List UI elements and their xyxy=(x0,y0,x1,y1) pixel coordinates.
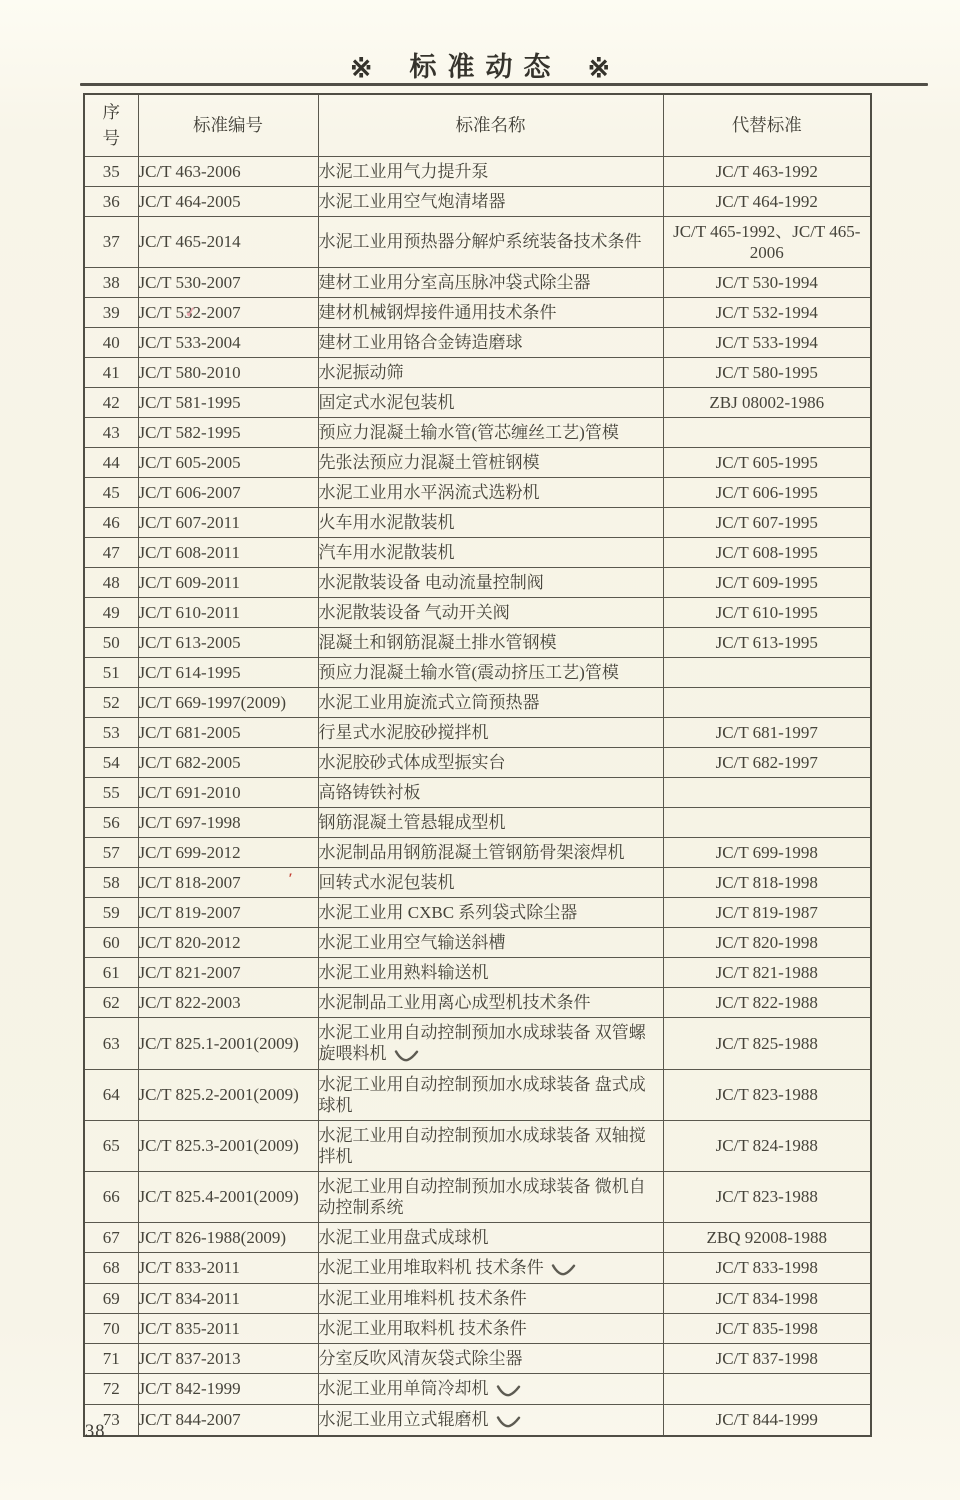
cell-standard-code: JC/T 608-2011 xyxy=(138,537,318,567)
table-row xyxy=(84,1283,871,1313)
table-row xyxy=(84,657,871,687)
cell-standard-name xyxy=(318,1404,663,1436)
cell-standard-code: JC/T 581-1995 xyxy=(138,387,318,417)
table-row xyxy=(84,216,871,267)
cell-standard-name xyxy=(318,1252,663,1283)
cell-standard-name xyxy=(318,1343,663,1373)
check-mark-icon xyxy=(496,1379,521,1400)
table-row xyxy=(84,837,871,867)
cell-replaced-standard: JC/T 820-1998 xyxy=(663,927,871,957)
cell-serial-number: 40 xyxy=(84,327,138,357)
cell-replaced-standard: JC/T 532-1994 xyxy=(663,297,871,327)
cell-standard-code: JC/T 610-2011 xyxy=(138,597,318,627)
cell-standard-name xyxy=(318,597,663,627)
standard-name-text: 先张法预应力混凝土管桩钢模 xyxy=(318,452,540,472)
cell-standard-name xyxy=(318,687,663,717)
cell-standard-code: JC/T 821-2007 xyxy=(138,957,318,987)
cell-replaced-standard: JC/T 580-1995 xyxy=(663,357,871,387)
cell-standard-name xyxy=(318,507,663,537)
cell-replaced-standard: JC/T 818-1998 xyxy=(663,867,871,897)
cell-standard-name xyxy=(318,1313,663,1343)
header-replaced-standard: 代替标准 xyxy=(663,94,871,156)
header-standard-name: 标准名称 xyxy=(318,94,663,156)
table-row xyxy=(84,1120,871,1171)
cell-serial-number: 45 xyxy=(84,477,138,507)
standard-name-text: 水泥工业用水平涡流式选粉机 xyxy=(318,482,540,502)
cell-serial-number: 67 xyxy=(84,1222,138,1252)
standard-name-text: 水泥制品工业用离心成型机技术条件 xyxy=(318,992,591,1012)
check-mark-icon xyxy=(394,1044,419,1065)
cell-serial-number: 46 xyxy=(84,507,138,537)
standard-name-text: 水泥工业用熟料输送机 xyxy=(318,962,489,982)
standard-name-text: 水泥工业用空气输送斜槽 xyxy=(318,932,506,952)
standards-table xyxy=(83,93,872,1437)
cell-standard-code: JC/T 699-2012 xyxy=(138,837,318,867)
standard-name-text: 水泥工业用自动控制预加水成球装备 双管螺旋喂料机 xyxy=(318,1022,646,1063)
table-row xyxy=(84,267,871,297)
cell-standard-name xyxy=(318,387,663,417)
cell-serial-number: 43 xyxy=(84,417,138,447)
cell-standard-code: JC/T 613-2005 xyxy=(138,627,318,657)
table-row xyxy=(84,627,871,657)
table-row xyxy=(84,447,871,477)
standard-name-text: 水泥工业用预热器分解炉系统装备技术条件 xyxy=(318,232,642,251)
cell-replaced-standard: JC/T 608-1995 xyxy=(663,537,871,567)
cell-serial-number: 69 xyxy=(84,1283,138,1313)
cell-replaced-standard: JC/T 824-1988 xyxy=(663,1120,871,1171)
standard-name-text: 水泥工业用自动控制预加水成球装备 微机自动控制系统 xyxy=(318,1176,646,1217)
standard-name-text: 行星式水泥胶砂搅拌机 xyxy=(318,722,489,742)
table-row xyxy=(84,477,871,507)
cell-serial-number: 65 xyxy=(84,1120,138,1171)
cell-replaced-standard: JC/T 609-1995 xyxy=(663,567,871,597)
standard-name-text: 建材工业用铬合金铸造磨球 xyxy=(318,332,523,352)
cell-replaced-standard xyxy=(663,657,871,687)
table-row xyxy=(84,867,871,897)
cell-standard-name xyxy=(318,987,663,1017)
standard-name-text: 水泥散装设备 气动开关阀 xyxy=(318,602,510,622)
table-row xyxy=(84,327,871,357)
cell-replaced-standard: JC/T 463-1992 xyxy=(663,156,871,186)
cell-standard-name xyxy=(318,717,663,747)
cell-standard-code: JC/T 682-2005 xyxy=(138,747,318,777)
standard-name-text: 水泥工业用单筒冷却机 xyxy=(318,1378,489,1398)
cell-standard-code: JC/T 530-2007 xyxy=(138,267,318,297)
cell-standard-name xyxy=(318,867,663,897)
standard-name-text: 钢筋混凝土管悬辊成型机 xyxy=(318,812,506,832)
header-standard-code: 标准编号 xyxy=(138,94,318,156)
cell-serial-number: 72 xyxy=(84,1373,138,1404)
cell-replaced-standard: JC/T 822-1988 xyxy=(663,987,871,1017)
cell-standard-code: JC/T 825.4-2001(2009) xyxy=(138,1171,318,1222)
cell-replaced-standard: JC/T 819-1987 xyxy=(663,897,871,927)
cell-standard-code: JC/T 669-1997(2009) xyxy=(138,687,318,717)
cell-standard-code: JC/T 582-1995 xyxy=(138,417,318,447)
cell-replaced-standard: ZBQ 92008-1988 xyxy=(663,1222,871,1252)
standard-name-text: 火车用水泥散装机 xyxy=(318,512,455,532)
cell-standard-code: JC/T 463-2006 xyxy=(138,156,318,186)
table-row xyxy=(84,1252,871,1283)
standard-name-text: 预应力混凝土输水管(管芯缠丝工艺)管模 xyxy=(318,422,619,442)
cell-standard-name xyxy=(318,1283,663,1313)
table-row xyxy=(84,156,871,186)
cell-replaced-standard: JC/T 464-1992 xyxy=(663,186,871,216)
standard-name-text: 建材工业用分室高压脉冲袋式除尘器 xyxy=(318,272,591,292)
cell-replaced-standard xyxy=(663,807,871,837)
standard-name-text: 水泥工业用盘式成球机 xyxy=(318,1227,489,1247)
cell-replaced-standard: JC/T 613-1995 xyxy=(663,627,871,657)
cell-standard-code: JC/T 532-2007 ✓ xyxy=(138,297,318,327)
standard-name-text: 混凝土和钢筋混凝土排水管钢模 xyxy=(318,632,557,652)
cell-serial-number: 64 xyxy=(84,1069,138,1120)
cell-replaced-standard: JC/T 610-1995 xyxy=(663,597,871,627)
cell-standard-name xyxy=(318,957,663,987)
cell-standard-code: JC/T 834-2011 xyxy=(138,1283,318,1313)
cell-standard-name xyxy=(318,657,663,687)
cell-standard-name xyxy=(318,417,663,447)
table-row xyxy=(84,987,871,1017)
cell-standard-name xyxy=(318,1069,663,1120)
cell-standard-code: JC/T 691-2010 xyxy=(138,777,318,807)
standard-name-text: 水泥工业用堆料机 技术条件 xyxy=(318,1288,527,1308)
title-divider-rule xyxy=(80,83,928,86)
header-row xyxy=(84,94,871,156)
cell-replaced-standard: JC/T 834-1998 xyxy=(663,1283,871,1313)
cell-standard-code: JC/T 819-2007 xyxy=(138,897,318,927)
cell-standard-code: JC/T 605-2005 xyxy=(138,447,318,477)
cell-replaced-standard: JC/T 605-1995 xyxy=(663,447,871,477)
cell-standard-name xyxy=(318,747,663,777)
cell-replaced-standard: JC/T 823-1988 xyxy=(663,1171,871,1222)
cell-replaced-standard: JC/T 530-1994 xyxy=(663,267,871,297)
cell-replaced-standard xyxy=(663,1373,871,1404)
cell-serial-number: 44 xyxy=(84,447,138,477)
cell-replaced-standard: JC/T 682-1997 xyxy=(663,747,871,777)
table-row xyxy=(84,597,871,627)
table-row xyxy=(84,357,871,387)
cell-serial-number: 53 xyxy=(84,717,138,747)
cell-replaced-standard: JC/T 823-1988 xyxy=(663,1069,871,1120)
table-row xyxy=(84,186,871,216)
cell-standard-code: JC/T 607-2011 xyxy=(138,507,318,537)
table-row xyxy=(84,1343,871,1373)
table-row xyxy=(84,687,871,717)
standard-name-text: 水泥工业用堆取料机 技术条件 xyxy=(318,1257,544,1277)
cell-standard-code: JC/T 609-2011 xyxy=(138,567,318,597)
table-row xyxy=(84,717,871,747)
cell-serial-number: 36 xyxy=(84,186,138,216)
table-row xyxy=(84,927,871,957)
cell-serial-number: 50 xyxy=(84,627,138,657)
cell-standard-code: JC/T 822-2003 xyxy=(138,987,318,1017)
standard-name-text: 预应力混凝土输水管(震动挤压工艺)管模 xyxy=(318,662,619,682)
cell-standard-code: JC/T 533-2004 xyxy=(138,327,318,357)
cell-standard-name xyxy=(318,777,663,807)
table-row xyxy=(84,807,871,837)
cell-standard-code: JC/T 837-2013 xyxy=(138,1343,318,1373)
cell-serial-number: 39 xyxy=(84,297,138,327)
cell-standard-code: JC/T 833-2011 xyxy=(138,1252,318,1283)
table-row xyxy=(84,1373,871,1404)
cell-standard-name xyxy=(318,1222,663,1252)
cell-serial-number: 57 xyxy=(84,837,138,867)
cell-standard-name xyxy=(318,357,663,387)
cell-serial-number: 71 xyxy=(84,1343,138,1373)
cell-serial-number: 60 xyxy=(84,927,138,957)
table-row xyxy=(84,1222,871,1252)
cell-standard-code: JC/T 825.2-2001(2009) xyxy=(138,1069,318,1120)
cell-standard-code: JC/T 614-1995 xyxy=(138,657,318,687)
table-row xyxy=(84,537,871,567)
standard-name-text: 水泥工业用自动控制预加水成球装备 盘式成球机 xyxy=(318,1074,646,1115)
cell-standard-name xyxy=(318,216,663,267)
standard-name-text: 建材机械钢焊接件通用技术条件 xyxy=(318,302,557,322)
cell-serial-number: 35 xyxy=(84,156,138,186)
cell-replaced-standard: JC/T 825-1988 xyxy=(663,1017,871,1069)
cell-serial-number: 73 xyxy=(84,1404,138,1436)
standard-name-text: 水泥工业用取料机 技术条件 xyxy=(318,1318,527,1338)
cell-serial-number: 56 xyxy=(84,807,138,837)
cell-replaced-standard xyxy=(663,687,871,717)
standard-name-text: 固定式水泥包装机 xyxy=(318,392,455,412)
cell-standard-name xyxy=(318,897,663,927)
cell-serial-number: 38 xyxy=(84,267,138,297)
cell-replaced-standard: JC/T 465-1992、JC/T 465-2006 xyxy=(663,216,871,267)
standard-name-text: 水泥工业用气力提升泵 xyxy=(318,161,489,181)
cell-standard-name xyxy=(318,537,663,567)
cell-standard-name xyxy=(318,297,663,327)
table-row xyxy=(84,1404,871,1436)
cell-serial-number: 59 xyxy=(84,897,138,927)
cell-replaced-standard: JC/T 607-1995 xyxy=(663,507,871,537)
cell-standard-name xyxy=(318,567,663,597)
cell-standard-code: JC/T 818-2007 ʹ xyxy=(138,867,318,897)
cell-serial-number: 63 xyxy=(84,1017,138,1069)
cell-replaced-standard: JC/T 821-1988 xyxy=(663,957,871,987)
table-row xyxy=(84,297,871,327)
cell-standard-code: JC/T 820-2012 xyxy=(138,927,318,957)
cell-standard-code: JC/T 835-2011 xyxy=(138,1313,318,1343)
cell-serial-number: 62 xyxy=(84,987,138,1017)
table-row xyxy=(84,1313,871,1343)
cell-standard-name xyxy=(318,447,663,477)
standard-name-text: 水泥工业用 CXBC 系列袋式除尘器 xyxy=(318,902,578,922)
cell-standard-name xyxy=(318,186,663,216)
table-row xyxy=(84,957,871,987)
cell-serial-number: 51 xyxy=(84,657,138,687)
cell-standard-code: JC/T 826-1988(2009) xyxy=(138,1222,318,1252)
cell-standard-name xyxy=(318,156,663,186)
cell-standard-name xyxy=(318,1373,663,1404)
standard-name-text: 水泥散装设备 电动流量控制阀 xyxy=(318,572,544,592)
cell-serial-number: 68 xyxy=(84,1252,138,1283)
standards-table-header xyxy=(84,94,871,156)
cell-serial-number: 47 xyxy=(84,537,138,567)
cell-replaced-standard: JC/T 837-1998 xyxy=(663,1343,871,1373)
cell-standard-name xyxy=(318,1120,663,1171)
cell-replaced-standard: JC/T 533-1994 xyxy=(663,327,871,357)
standard-name-text: 高铬铸铁衬板 xyxy=(318,782,421,802)
cell-replaced-standard: JC/T 844-1999 xyxy=(663,1404,871,1436)
table-row xyxy=(84,1017,871,1069)
cell-standard-code: JC/T 465-2014 xyxy=(138,216,318,267)
cell-serial-number: 55 xyxy=(84,777,138,807)
table-row xyxy=(84,777,871,807)
cell-standard-name xyxy=(318,267,663,297)
cell-serial-number: 49 xyxy=(84,597,138,627)
cell-standard-code: JC/T 844-2007 xyxy=(138,1404,318,1436)
cell-serial-number: 42 xyxy=(84,387,138,417)
cell-standard-code: JC/T 681-2005 xyxy=(138,717,318,747)
standard-name-text: 水泥工业用自动控制预加水成球装备 双轴搅拌机 xyxy=(318,1125,646,1166)
cell-standard-name xyxy=(318,1017,663,1069)
cell-standard-code: JC/T 825.3-2001(2009) xyxy=(138,1120,318,1171)
table-row xyxy=(84,387,871,417)
cell-replaced-standard: JC/T 833-1998 xyxy=(663,1252,871,1283)
cell-serial-number: 48 xyxy=(84,567,138,597)
reference-mark-left: ※ xyxy=(349,53,373,83)
cell-replaced-standard: JC/T 699-1998 xyxy=(663,837,871,867)
page-number: 38 xyxy=(85,1422,106,1442)
standard-name-text: 汽车用水泥散装机 xyxy=(318,542,455,562)
cell-standard-name xyxy=(318,837,663,867)
table-row xyxy=(84,897,871,927)
reference-mark-right: ※ xyxy=(587,53,611,83)
cell-replaced-standard: ZBJ 08002-1986 xyxy=(663,387,871,417)
standards-table-body xyxy=(84,156,871,1436)
cell-standard-name xyxy=(318,327,663,357)
table-row xyxy=(84,1069,871,1120)
standard-name-text: 水泥工业用空气炮清堵器 xyxy=(318,191,506,211)
standard-name-text: 水泥工业用立式辊磨机 xyxy=(318,1409,489,1429)
cell-replaced-standard xyxy=(663,417,871,447)
cell-serial-number: 52 xyxy=(84,687,138,717)
header-serial-number: 序号 xyxy=(84,94,138,156)
page-title-text: 标准动态 xyxy=(409,52,562,82)
standard-name-text: 水泥振动筛 xyxy=(318,362,404,382)
standard-name-text: 水泥制品用钢筋混凝土管钢筋骨架滚焊机 xyxy=(318,842,625,862)
cell-replaced-standard xyxy=(663,777,871,807)
cell-serial-number: 41 xyxy=(84,357,138,387)
standard-name-text: 水泥工业用旋流式立筒预热器 xyxy=(318,692,540,712)
cell-serial-number: 58 xyxy=(84,867,138,897)
page-title xyxy=(0,52,960,82)
table-row xyxy=(84,747,871,777)
check-mark-icon xyxy=(551,1258,576,1279)
cell-replaced-standard: JC/T 835-1998 xyxy=(663,1313,871,1343)
cell-standard-code: JC/T 464-2005 xyxy=(138,186,318,216)
check-mark-icon xyxy=(496,1410,521,1431)
cell-standard-name xyxy=(318,807,663,837)
cell-replaced-standard: JC/T 681-1997 xyxy=(663,717,871,747)
table-row xyxy=(84,417,871,447)
standard-name-text: 水泥胶砂式体成型振实台 xyxy=(318,752,506,772)
cell-serial-number: 70 xyxy=(84,1313,138,1343)
cell-standard-name xyxy=(318,927,663,957)
standard-name-text: 分室反吹风清灰袋式除尘器 xyxy=(318,1348,523,1368)
standard-name-text: 回转式水泥包装机 xyxy=(318,872,455,892)
cell-standard-code: JC/T 580-2010 xyxy=(138,357,318,387)
cell-standard-name xyxy=(318,477,663,507)
cell-standard-code: JC/T 606-2007 xyxy=(138,477,318,507)
cell-standard-code: JC/T 842-1999 xyxy=(138,1373,318,1404)
cell-serial-number: 66 xyxy=(84,1171,138,1222)
cell-serial-number: 54 xyxy=(84,747,138,777)
cell-replaced-standard: JC/T 606-1995 xyxy=(663,477,871,507)
cell-standard-name xyxy=(318,627,663,657)
cell-standard-code: JC/T 697-1998 xyxy=(138,807,318,837)
cell-standard-name xyxy=(318,1171,663,1222)
table-row xyxy=(84,1171,871,1222)
table-row xyxy=(84,507,871,537)
cell-standard-code: JC/T 825.1-2001(2009) xyxy=(138,1017,318,1069)
table-row xyxy=(84,567,871,597)
cell-serial-number: 61 xyxy=(84,957,138,987)
cell-serial-number: 37 xyxy=(84,216,138,267)
